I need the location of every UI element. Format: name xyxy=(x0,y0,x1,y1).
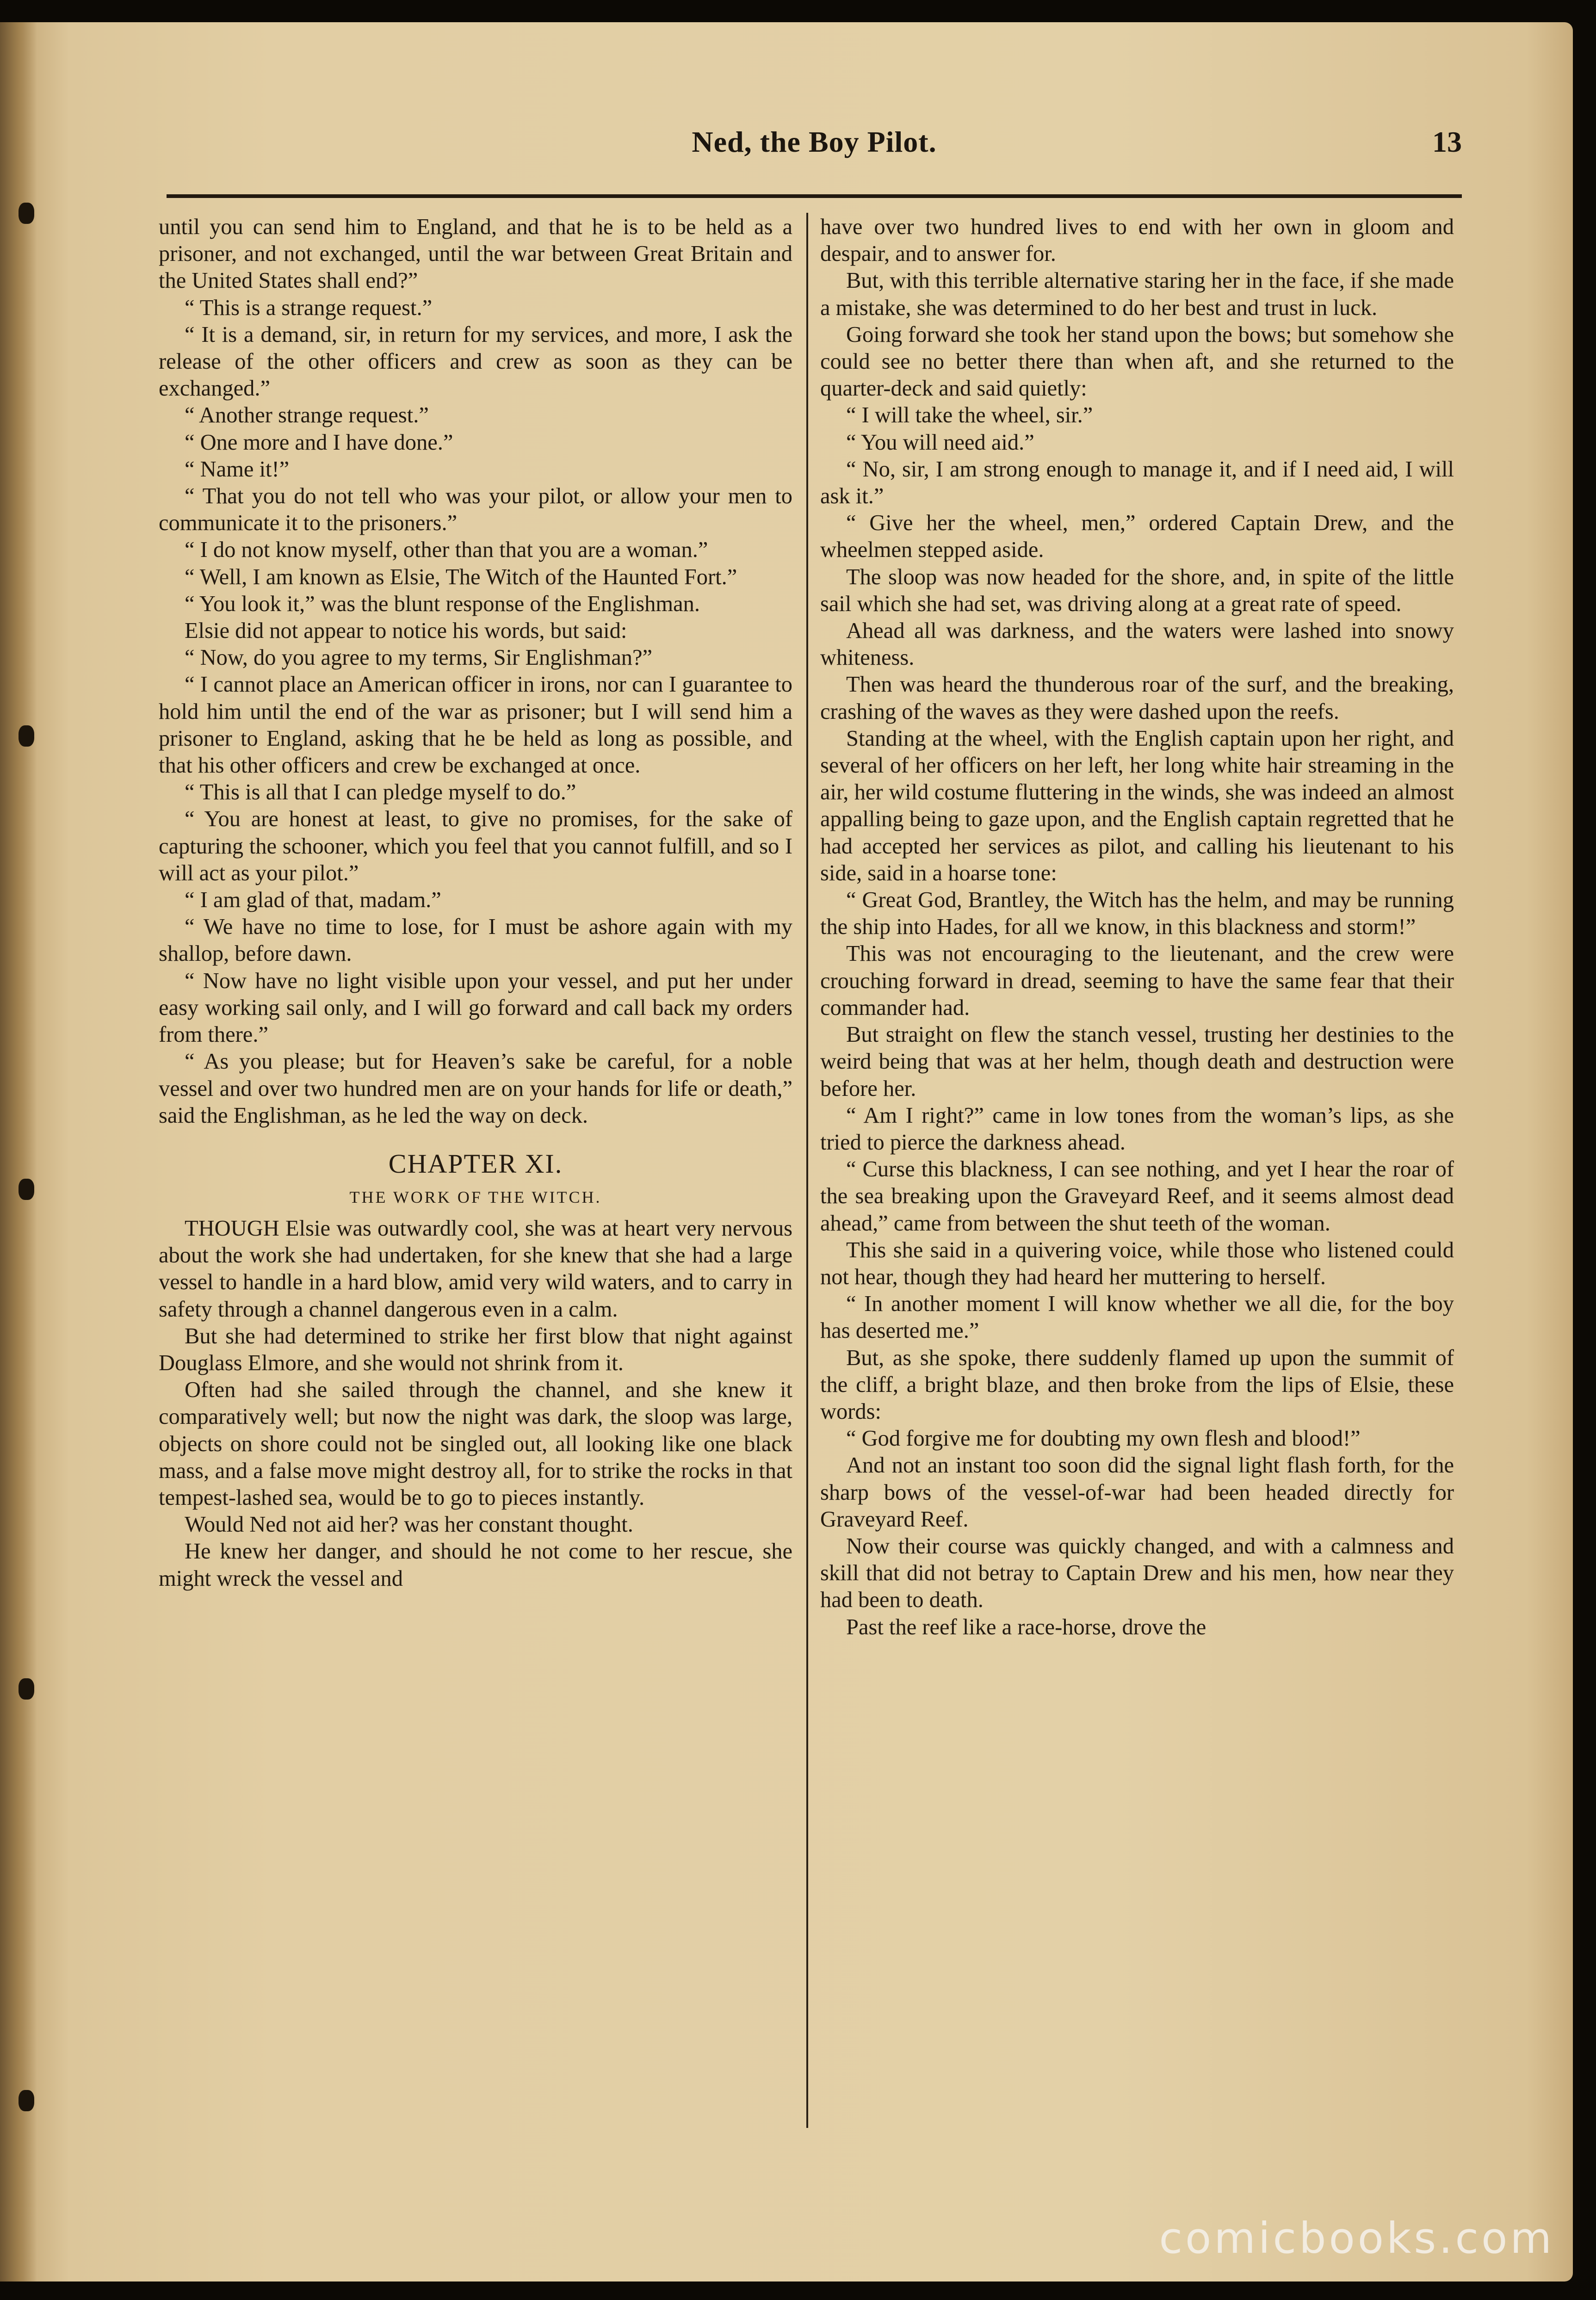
paragraph: “ In another moment I will know whether we all die, for the boy has deserted me.” xyxy=(820,1292,1454,1343)
paragraph: “ I am glad of that, madam.” xyxy=(185,888,441,913)
paragraph: “ One more and I have done.” xyxy=(185,430,453,455)
binding-hole xyxy=(19,203,34,224)
paragraph: Now their course was quickly changed, and with a calmness and skill that did not betray to Captain Drew and his men, how near they had been to death. xyxy=(820,1533,1454,1613)
paragraph: Often had she sailed through the channel, and she knew it comparatively well; but now the night was dark, the sloop was large, objects on shore could not be singled out, all looking like one black mass, and a false move might destroy all, for to strike the rocks in that tempest-lashed sea, would be to go to pieces instantly. xyxy=(159,1378,792,1510)
paragraph: “ As you please; but for Heaven’s sake be careful, for a noble vessel and over two hundred men are on your hands for life or death,” said the Englishman, as he led the way on deck. xyxy=(159,1049,792,1128)
binding-hole xyxy=(19,1179,34,1200)
paragraph: But she had determined to strike her first blow that night against Douglass Elmore, and she would not shrink from it. xyxy=(159,1323,792,1375)
paragraph: “ You look it,” was the blunt response of the Englishman. xyxy=(185,591,700,616)
paragraph: But straight on flew the stanch vessel, trusting her destinies to the weird being that was at her helm, though death and destruction were before her. xyxy=(820,1022,1454,1101)
paragraph: THOUGH Elsie was outwardly cool, she was at heart very nervous about the work she had undertaken, for she knew that she had a large vessel to handle in a hard blow, amid very wild waters, and to carry in safety through a channel dangerous even in a calm. xyxy=(159,1216,792,1322)
paragraph: “ You are honest at least, to give no promises, for the sake of capturing the schooner, which you feel that you cannot fulfill, and so I will act as your pilot.” xyxy=(159,807,792,885)
paragraph: Would Ned not aid her? was her constant thought. xyxy=(185,1512,633,1537)
paragraph: Going forward she took her stand upon the bows; but somehow she could see no better there than when aft, and she returned to the quarter-deck and said quietly: xyxy=(820,322,1454,401)
header-rule xyxy=(167,194,1462,198)
paragraph: The sloop was now headed for the shore, and, in spite of the little sail which she had set, was driving along at a great rate of speed. xyxy=(820,564,1454,616)
paragraph: “ Now have no light visible upon your vessel, and put her under easy working sail only, and I will go forward and call back my orders from there.” xyxy=(159,968,792,1047)
watermark: comicbooks.com xyxy=(1159,2213,1554,2263)
paragraph: “ That you do not tell who was your pilot, or allow your men to communicate it to the prisoners.” xyxy=(159,484,792,536)
paragraph: “ Am I right?” came in low tones from the woman’s lips, as she tried to pierce the darkness ahead. xyxy=(820,1103,1454,1155)
running-title: Ned, the Boy Pilot. xyxy=(692,125,937,158)
page-spine xyxy=(0,22,37,2281)
column-divider xyxy=(806,213,808,2128)
paragraph: This was not encouraging to the lieutenant, and the crew were crouching forward in dread, seeming to have the same fear that their commander had. xyxy=(820,941,1454,1020)
paragraph: “ It is a demand, sir, in return for my services, and more, I ask the release of the other officers and crew as soon as they can be exchanged.” xyxy=(159,322,792,401)
binding-hole xyxy=(19,2090,34,2111)
paragraph: “ Well, I am known as Elsie, The Witch of the Haunted Fort.” xyxy=(185,564,737,589)
paragraph: “ Great God, Brantley, the Witch has the helm, and may be running the ship into Hades, for all we know, in this blackness and storm!” xyxy=(820,888,1454,940)
right-column xyxy=(820,214,1454,2138)
binding-hole xyxy=(19,1678,34,1700)
paragraph: Past the reef like a race-horse, drove the xyxy=(846,1614,1206,1639)
paragraph: Ahead all was darkness, and the waters were lashed into snowy whiteness. xyxy=(820,618,1454,670)
paragraph: And not an instant too soon did the signal light flash forth, for the sharp bows of the vessel-of-war had been headed directly for Graveyard Reef. xyxy=(820,1453,1454,1532)
paragraph: But, as she spoke, there suddenly flamed up upon the summit of the cliff, a bright blaze, and then broke from the lips of Elsie, these words: xyxy=(820,1345,1454,1424)
page-number: 13 xyxy=(1432,125,1462,158)
paragraph: “ God forgive me for doubting my own flesh and blood!” xyxy=(846,1426,1361,1451)
chapter-heading: CHAPTER XI. xyxy=(388,1148,563,1179)
paragraph: This she said in a quivering voice, while those who listened could not hear, though they had heard her muttering to herself. xyxy=(820,1237,1454,1289)
paragraph: until you can send him to England, and that he is to be held as a prisoner, and not exchanged, until the war between Great Britain and the United States shall end?” xyxy=(159,215,792,293)
page-header xyxy=(167,107,1462,163)
paragraph: “ Curse this blackness, I can see nothing, and yet I hear the roar of the sea breaking upon the Graveyard Reef, and it seems almost dead ahead,” came from between the shut teeth of the woman. xyxy=(820,1157,1454,1236)
paragraph: “ Give her the wheel, men,” ordered Captain Drew, and the wheelmen stepped aside. xyxy=(820,511,1454,563)
paragraph: “ I do not know myself, other than that you are a woman.” xyxy=(185,538,708,563)
left-column xyxy=(159,214,792,2138)
paragraph: “ I cannot place an American officer in irons, nor can I guarantee to hold him until the end of the war as prisoner; but I will send him a prisoner to England, asking that he be held as long as possible, and that his other officers and crew be exchanged at once. xyxy=(159,672,792,778)
paragraph: “ This is all that I can pledge myself to do.” xyxy=(185,780,576,805)
paragraph: Elsie did not appear to notice his words, but said: xyxy=(185,618,627,643)
paragraph: “ You will need aid.” xyxy=(846,430,1034,455)
paragraph: Then was heard the thunderous roar of the surf, and the breaking, crashing of the waves as they were dashed upon the reefs. xyxy=(820,672,1454,724)
paragraph: “ Another strange request.” xyxy=(185,403,429,428)
chapter-subtitle: THE WORK OF THE WITCH. xyxy=(349,1187,602,1206)
paragraph: have over two hundred lives to end with her own in gloom and despair, and to answer for. xyxy=(820,215,1454,266)
paragraph: He knew her danger, and should he not come to her rescue, she might wreck the vessel and xyxy=(159,1539,792,1591)
paragraph: “ Now, do you agree to my terms, Sir Englishman?” xyxy=(185,645,653,670)
paragraph: Standing at the wheel, with the English captain upon her right, and several of her officers on her left, her long white hair streaming in the air, her wild costume fluttering in the winds, she was indeed an almost appalling being to gaze upon, and the English captain regretted that he had accepted her services as pilot, and calling his lieutenant to his side, said in a hoarse tone: xyxy=(820,726,1454,885)
paragraph: “ I will take the wheel, sir.” xyxy=(846,403,1093,428)
paragraph: “ This is a strange request.” xyxy=(185,295,433,320)
paragraph: “ Name it!” xyxy=(185,457,290,482)
binding-hole xyxy=(19,725,34,747)
paragraph: “ No, sir, I am strong enough to manage it, and if I need aid, I will ask it.” xyxy=(820,457,1454,509)
paragraph: But, with this terrible alternative staring her in the face, if she made a mistake, she was determined to do her best and trust in luck. xyxy=(820,268,1454,320)
paragraph: “ We have no time to lose, for I must be ashore again with my shallop, before dawn. xyxy=(159,915,792,966)
